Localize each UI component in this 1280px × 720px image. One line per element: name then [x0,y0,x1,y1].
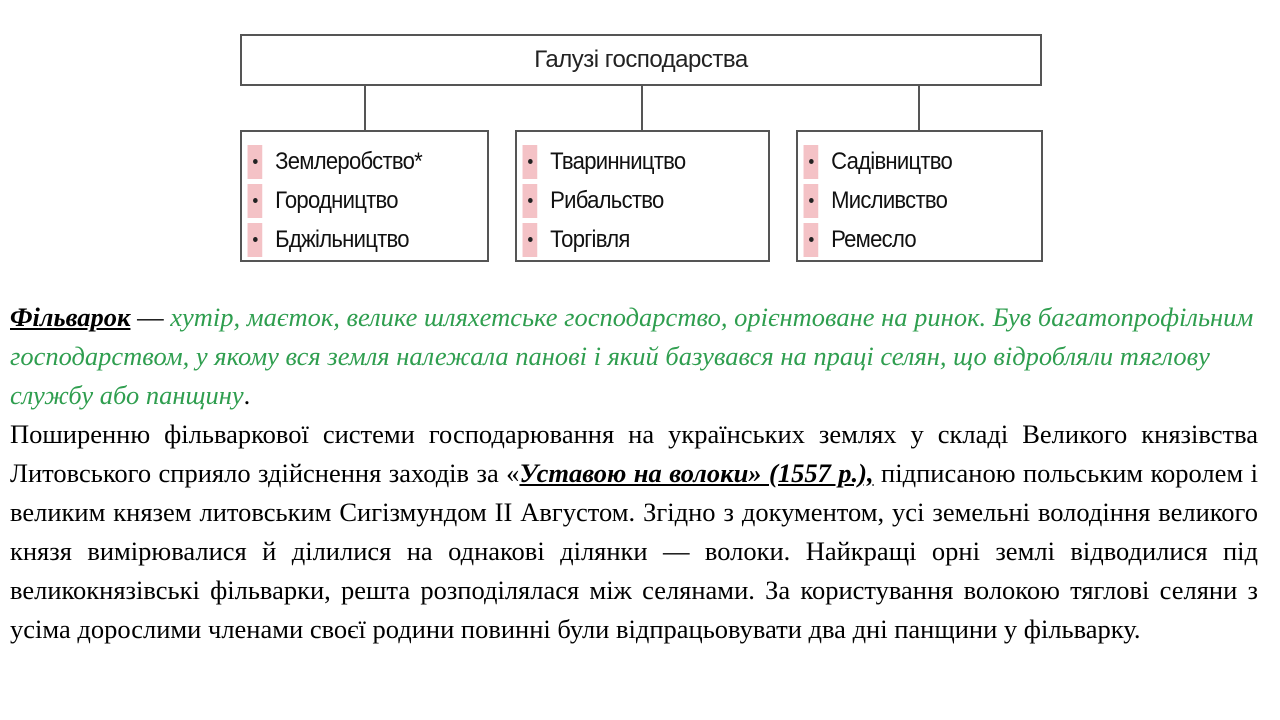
bullet-icon [523,223,538,257]
text-content [10,298,1258,649]
list-item [798,142,1022,181]
list-item [798,220,1022,259]
bullet-icon [804,184,819,218]
bullet-icon [248,184,263,218]
body-text-1: Поширенню фільваркової системи господарювання на українських землях у складі Великого князівства Литовського сприяло здійснення заходів за « [10,419,1258,488]
category-box-1 [240,130,489,262]
diagram-title: Галузі господарства [534,46,748,73]
item-label: Бджільництво [275,225,409,253]
item-label: Рибальство [550,186,664,214]
definition-paragraph [10,298,1258,415]
body-text-2: підписаною польським королем і великим князем литовським Сигізмундом ІІ Августом. Згідно з документом, усі земельні володіння великого князя вимірювалися й ділилися на однакові ділянки — волоки. Найкращі орні землі відводилися під великокнязівські фільварки, решта розподілялася між селянами. За користування волокою тяглові селяни з усіма дорослими членами своєї родини повинні були відпрацьовувати два дні панщини у фільварку. [10,458,1258,644]
connector-line [641,86,643,132]
category-box-2 [515,130,770,262]
list-item [798,181,1022,220]
definition-text: хутір, маєток, велике шляхетське господарство, орієнтоване на ринок. Був багатопрофільним господарством, у якому вся земля належала панові і який базувався на праці селян, що відробляли тяглову службу або панщину [10,302,1254,410]
item-label: Садівництво [831,147,953,175]
definition-end: . [243,380,251,410]
list-item [517,142,748,181]
item-label: Ремесло [831,225,916,253]
item-label: Землеробство* [275,147,422,175]
definition-term: Фільварок [10,302,131,332]
connector-line [364,86,366,132]
list-item [242,142,467,181]
item-label: Городництво [275,186,398,214]
definition-dash: — [130,302,171,332]
list-item [242,181,467,220]
sectors-diagram [0,0,1280,270]
bullet-icon [804,223,819,257]
bullet-icon [248,223,263,257]
statute-reference: Уставою на волоки» (1557 р.), [519,458,874,488]
bullet-icon [523,184,538,218]
bullet-icon [804,145,819,179]
item-label: Торгівля [550,225,630,253]
list-item [517,181,748,220]
list-item [517,220,748,259]
item-label: Мисливство [831,186,948,214]
category-box-3 [796,130,1043,262]
list-item [242,220,467,259]
bullet-icon [523,145,538,179]
item-label: Тваринництво [550,147,686,175]
body-paragraph [10,415,1258,649]
bullet-icon [248,145,263,179]
connector-line [918,86,920,132]
diagram-title-box [240,34,1042,86]
